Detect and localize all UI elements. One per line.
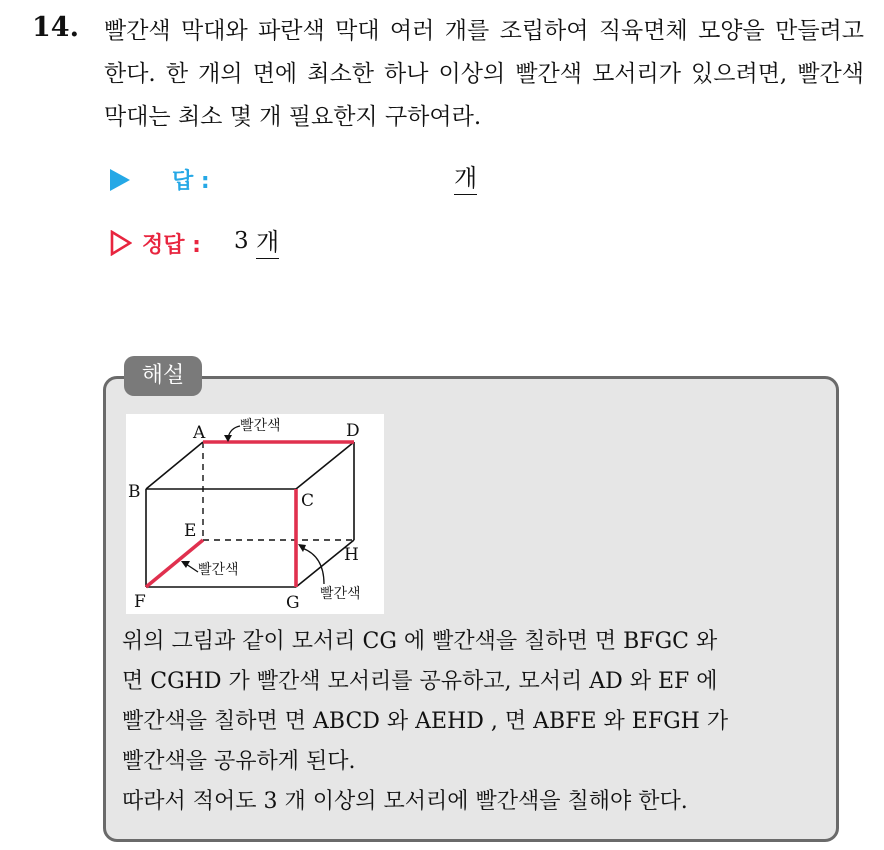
cuboid-figure — [126, 414, 384, 614]
solution-line: 빨간색을 칠하면 면 ABCD 와 AEHD , 면 ABFE 와 EFGH 가 — [122, 709, 729, 734]
arrow-left-icon — [186, 564, 198, 572]
answer-unit: 개 — [454, 162, 477, 195]
vertex-label-b: B — [128, 482, 141, 502]
vertex-label-h: H — [344, 545, 359, 565]
vertex-label-f: F — [134, 592, 146, 612]
answer-row — [110, 160, 610, 200]
correct-answer-unit: 개 — [256, 226, 279, 259]
outline-play-icon — [110, 230, 132, 256]
question-text: 빨간색 막대와 파란색 막대 여러 개를 조립하여 직육면체 모양을 만들려고 한다. 한 개의 면에 최소한 하나 이상의 빨간색 모서리가 있으려면, 빨간색 막대는 최소 몇 개 필요한지 구하여라. — [104, 18, 864, 130]
correct-answer-label: 정답 : — [142, 233, 201, 258]
vertex-label-d: D — [346, 421, 360, 441]
red-label-right: 빨간색 — [320, 586, 361, 602]
arrowhead-right-icon — [298, 544, 306, 552]
correct-answer-row — [110, 224, 610, 264]
solution-tag: 해설 — [124, 356, 202, 396]
arrowhead-left-icon — [181, 561, 190, 568]
solution-text — [122, 622, 832, 822]
vertex-label-g: G — [286, 593, 300, 613]
correct-answer-value: 3 — [234, 228, 249, 254]
vertex-label-c: C — [301, 491, 315, 511]
red-edge-ef — [146, 540, 203, 587]
vertex-label-a: A — [193, 423, 206, 443]
solution-line: 면 CGHD 가 빨간색 모서리를 공유하고, 모서리 AD 와 EF 에 — [122, 669, 718, 694]
solution-line: 따라서 적어도 3 개 이상의 모서리에 빨간색을 칠해야 한다. — [122, 789, 688, 814]
play-icon — [110, 169, 130, 191]
vertex-label-e: E — [184, 521, 197, 541]
red-label-left: 빨간색 — [198, 562, 239, 578]
edge-ab — [146, 442, 203, 489]
solution-line: 빨간색을 공유하게 된다. — [122, 749, 356, 774]
edge-cd — [296, 442, 354, 489]
question-number: 14. — [32, 12, 79, 43]
red-label-top: 빨간색 — [240, 418, 281, 434]
answer-label: 답 : — [172, 169, 210, 194]
solution-line: 위의 그림과 같이 모서리 CG 에 빨간색을 칠하면 면 BFGC 와 — [122, 629, 718, 654]
